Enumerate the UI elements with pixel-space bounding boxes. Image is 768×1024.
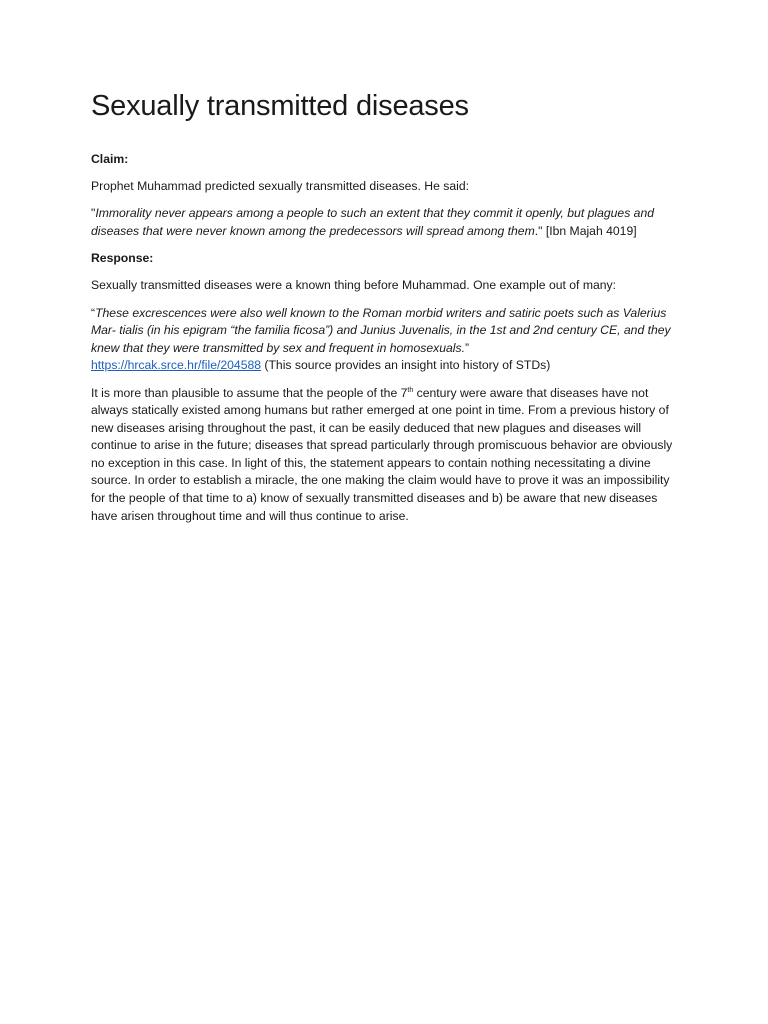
ordinal-superscript: th: [407, 386, 414, 394]
hadith-quote: Immorality never appears among a people to such an extent that they commit it openly, but plagues and diseases that were never known among the predecessors will spread among them: [91, 206, 655, 238]
response-heading: [91, 250, 676, 268]
source-quote: These excrescences were also well known to the Roman morbid writers and satiric poets such as Valerius Mar- tialis (in his epigram “the familia ficosa”) and Junius Juvenalis, in the 1st and 2nd century CE, and they knew that they were transmitted by sex and frequent in homosexuals.: [91, 305, 671, 355]
argument-paragraph: [91, 385, 676, 526]
page-title: Sexually transmitted diseases: [91, 90, 469, 122]
source-link[interactable]: https://hrcak.srce.hr/file/204588: [91, 358, 262, 373]
hadith-paragraph: [91, 205, 676, 240]
claim-label: Claim:: [91, 152, 129, 166]
source-note: (This source provides an insight into history of STDs): [261, 358, 551, 373]
hadith-citation: ." [Ibn Majah 4019]: [534, 223, 637, 238]
source-close-quote: ”: [464, 340, 470, 355]
argument-text-rest: century were aware that diseases have not always statically existed among humans but rather emerged at one point in time. From a previous history of new diseases arising throughout the past, it can be easily deduced that new plagues and diseases will continue to arise in the future; diseases that spread particularly through promiscuous behavior are obviously no exception in this case. In light of this, the statement appears to contain nothing necessitating a divine source. In order to establish a miracle, the one making the claim would have to prove it was an impossibility for the people of that time to a) know of sexually transmitted diseases and b) be aware that new diseases have arisen throughout time and will thus continue to arise.: [91, 385, 673, 523]
response-label: Response:: [91, 251, 154, 266]
source-open-quote: “: [91, 305, 96, 320]
source-paragraph: [91, 305, 676, 375]
claim-intro: Prophet Muhammad predicted sexually transmitted diseases. He said:: [91, 179, 469, 194]
hadith-open-quote: ": [91, 206, 96, 221]
claim-heading: [91, 151, 676, 169]
response-intro: Sexually transmitted diseases were a known thing before Muhammad. One example out of many:: [91, 278, 617, 293]
argument-text-start: It is more than plausible to assume that the people of the 7: [91, 385, 408, 400]
document-body: [91, 86, 676, 535]
